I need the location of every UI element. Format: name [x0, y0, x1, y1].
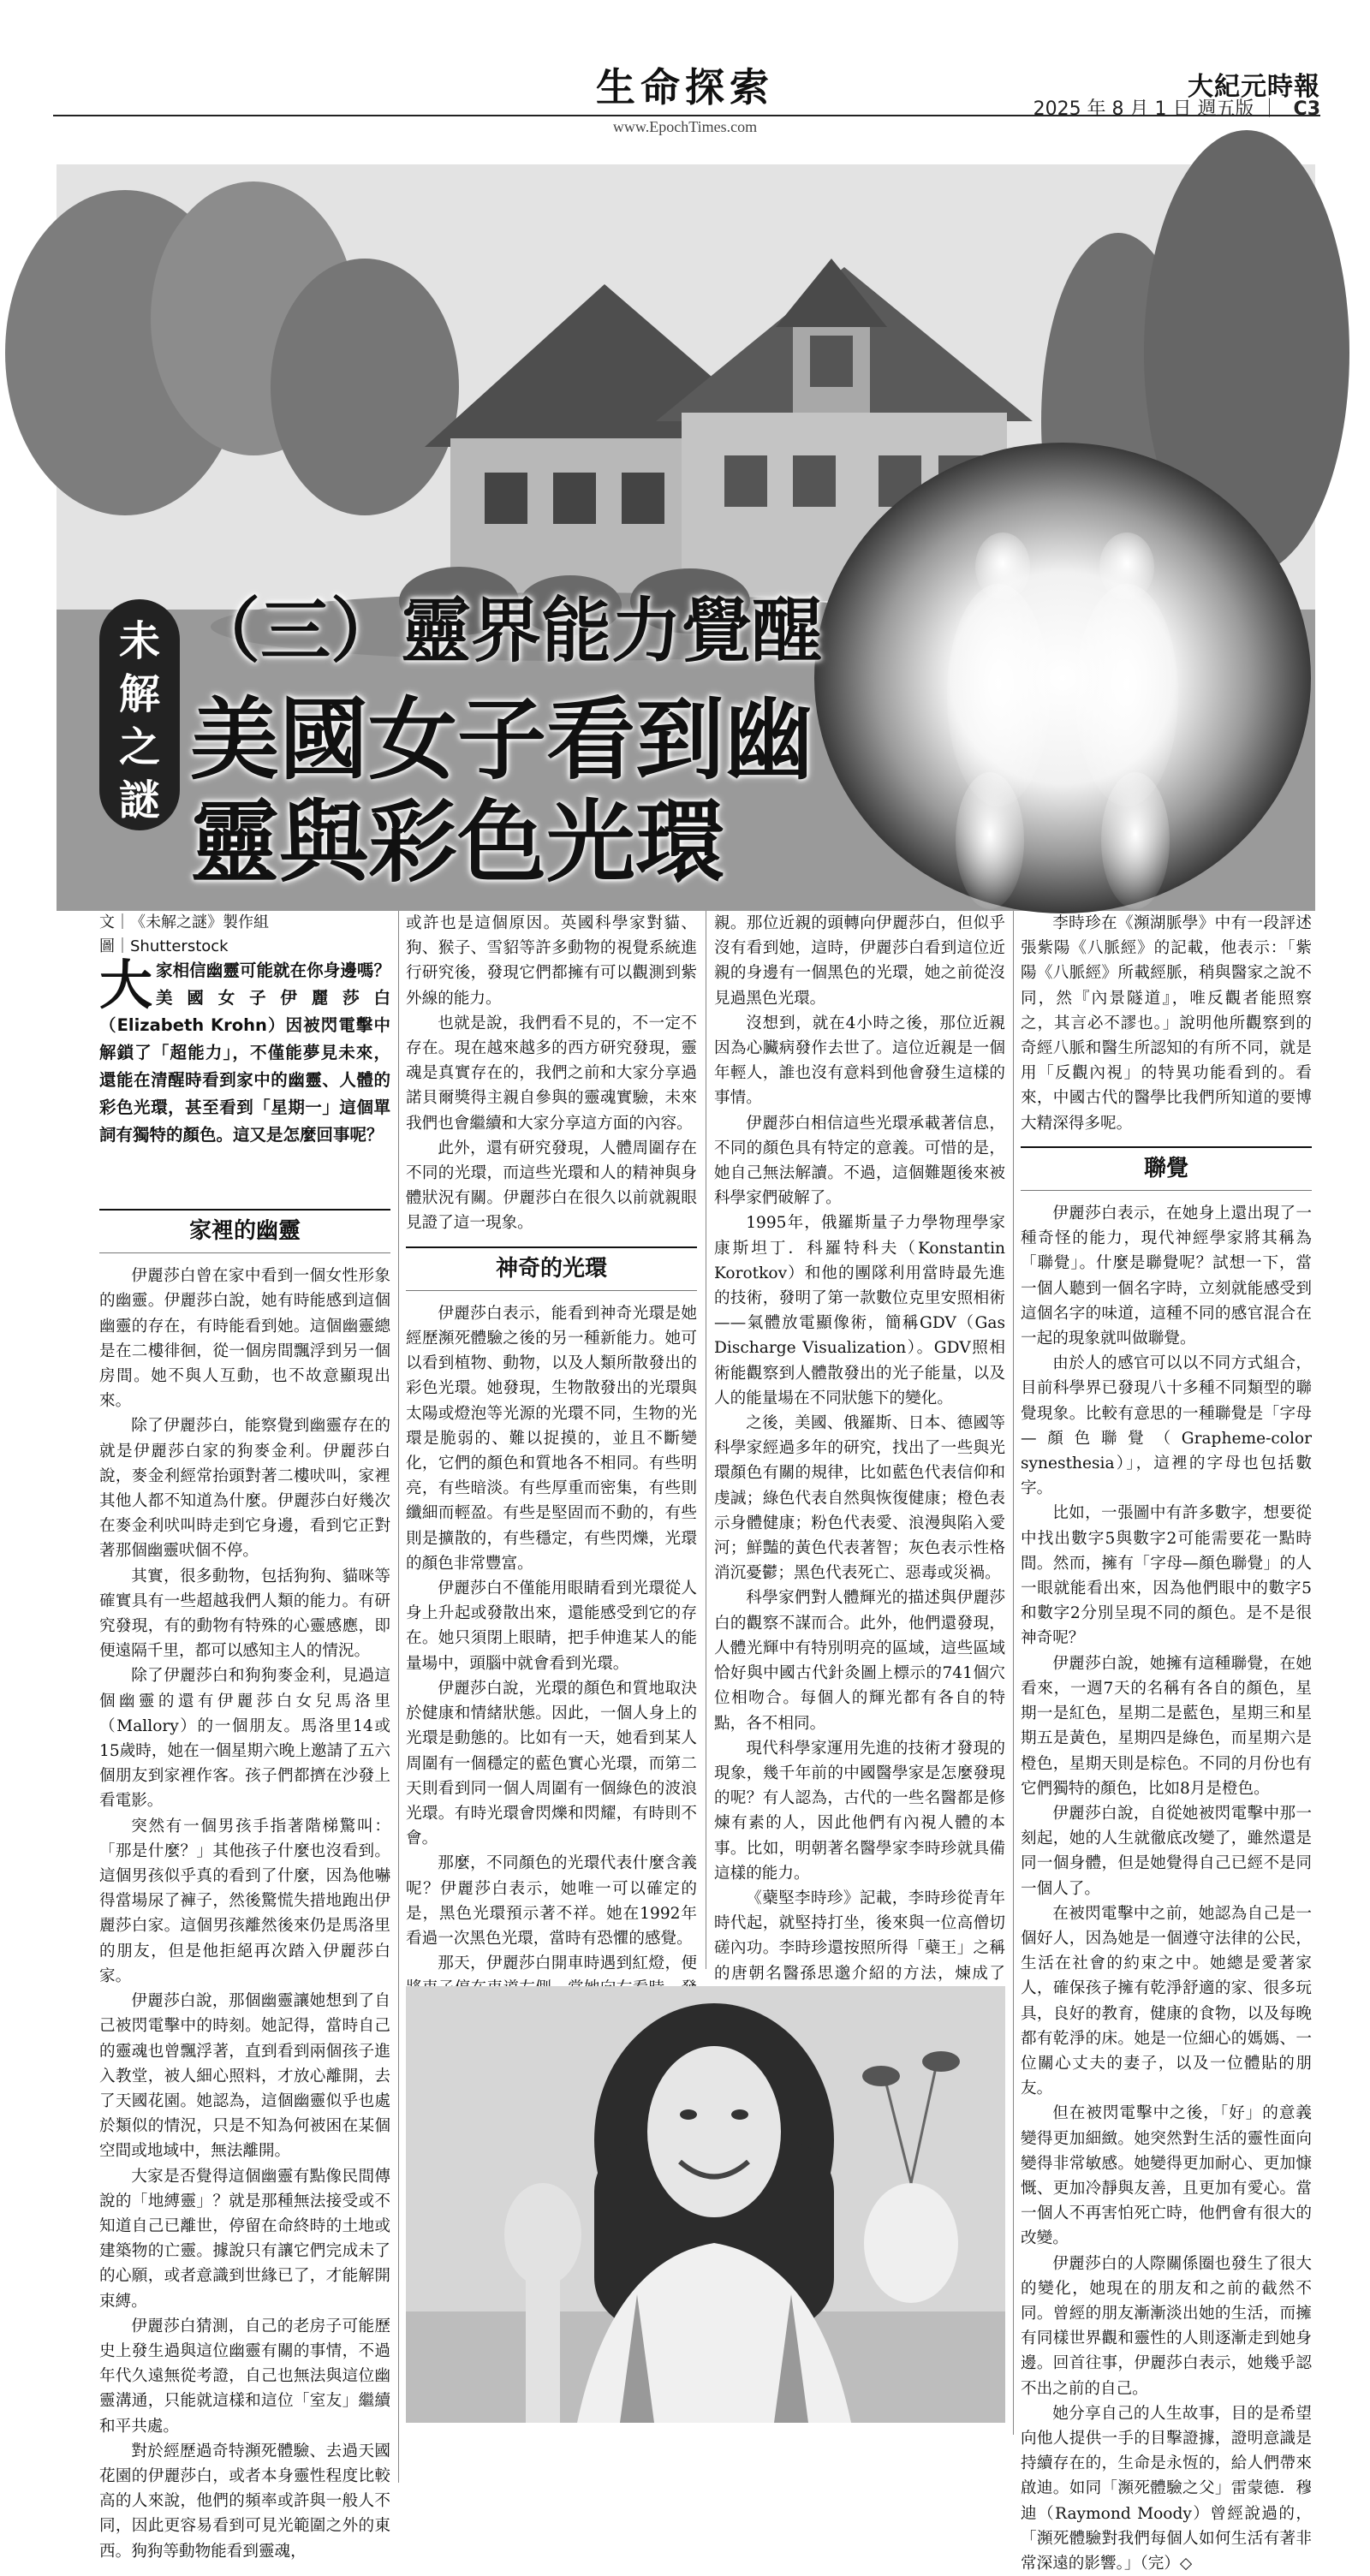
- paragraph: 她分享自己的人生故事，目的是希望向他人提供一手的目擊證據，證明意識是持續存在的，生命是永恆的，給人們帶來啟迪。如同「瀕死體驗之父」雷蒙德．穆迪（Raymond Moody）曾經說過的，「瀕死體驗對我們每個人如何生活有著非常深遠的影響。」（完）◇: [1021, 2404, 1312, 2573]
- paragraph: 伊麗莎白說，光環的顏色和質地取決於健康和情緒狀態。因此，一個人身上的光環是動態的。比如有一天，她看到某人周圍有一個穩定的藍色實心光環，而第二天則看到同一個人周圍有一個綠色的波浪光環。有時光環會閃爍和閃耀，有時則不會。: [406, 1679, 697, 1848]
- woman-illustration: [406, 1986, 1005, 2423]
- subhead-synesthesia: 聯覺: [1021, 1146, 1312, 1191]
- paragraph: 除了伊麗莎白，能察覺到幽靈存在的就是伊麗莎白家的狗麥金利。伊麗莎白說，麥金利經常抬頭對著二樓吠叫，家裡其他人都不知道為什麼。伊麗莎白好幾次在麥金利吠叫時走到它身邊，看到它正對著那個幽靈吠個不停。: [99, 1417, 390, 1561]
- paragraph: 伊麗莎白猜測，自己的老房子可能歷史上發生過與這位幽靈有關的事情，不過年代久遠無從考證，自己也無法與這位幽靈溝通，只能就這樣和這位「室友」繼續和平共處。: [99, 2317, 390, 2436]
- date-separator: ｜: [1260, 98, 1279, 120]
- paragraph: 李時珍在《瀕湖脈學》中有一段評述張紫陽《八脈經》的記載，他表示：「紫陽《八脈經》所載經脈，稍與醫家之說不同，然『內景隧道』，唯反觀者能照察之，其言必不謬也。」說明他所觀察到的奇經八脈和醫生所認知的有所不同，就是用「反觀內視」的特異功能看到的。看來，中國古代的醫學比我們所知道的要博大精深得多呢。: [1021, 914, 1312, 1133]
- column-d: [1021, 911, 1312, 2576]
- paragraph: 那麼，不同顏色的光環代表什麼含義呢？伊麗莎白表示，她唯一可以確定的是，黑色光環預示著不祥。她在1992年看過一次黑色光環，當時有恐懼的感覺。: [406, 1854, 697, 1948]
- paragraph: 現代科學家運用先進的技術才發現的現象，幾千年前的中國醫學家是怎麼發現的呢？有人認為，古代的一些名醫都是修煉有素的人，因此他們有內視人體的本事。比如，明朝著名醫學家李時珍就具備這樣的能力。: [714, 1739, 1005, 1883]
- column-a: [99, 1199, 390, 2564]
- paragraph: 伊麗莎白表示，在她身上還出現了一種奇怪的能力，現代神經學家將其稱為「聯覺」。什麼是聯覺呢？試想一下，當一個人聽到一個名字時，立刻就能感受到這個名字的味道，這種不同的感官混合在一起的現象就叫做聯覺。: [1021, 1205, 1312, 1348]
- paragraph: 其實，很多動物，包括狗狗、貓咪等確實具有一些超越我們人類的能力。有研究發現，有的動物有特殊的心靈感應，即便遠隔千里，都可以感知主人的情況。: [99, 1567, 390, 1661]
- paragraph: 除了伊麗莎白和狗狗麥金利，見過這個幽靈的還有伊麗莎白女兒馬洛里（Mallory）的一個朋友。馬洛里14或15歲時，她在一個星期六晚上邀請了五六個朋友到家裡作客。孩子們都擠在沙發上看電影。: [99, 1667, 390, 1811]
- headline-line-1: （三）靈界能力覺醒: [190, 591, 823, 672]
- paragraph: 伊麗莎白表示，能看到神奇光環是她經歷瀕死體驗之後的另一種新能力。她可以看到植物、動物，以及人類所散發出的彩色光環。她發現，生物散發出的光環與太陽或燈泡等光源的光環不同，生物的光環是脆弱的、難以捉摸的，並且不斷變化，它們的顏色和質地各不相同。有些明亮，有些暗淡。有些厚重而密集，有些則纖細而輕盈。有些是堅固而不動的，有些則是擴散的，有些穩定，有些閃爍，光環的顏色非常豐富。: [406, 1304, 697, 1573]
- paragraph: 伊麗莎白曾在家中看到一個女性形象的幽靈。伊麗莎白說，她有時能感到這個幽靈的存在，有時能看到她。這個幽靈總是在二樓徘徊，從一個房間飄浮到另一個房間。她不與人互動，也不故意顯現出來。: [99, 1267, 390, 1411]
- paragraph: 伊麗莎白說，那個幽靈讓她想到了自己被閃電擊中的時刻。她記得，當時自己的靈魂也曾飄浮著，直到看到兩個孩子進入教堂，被人細心照料，才放心離開，去了天國花園。她認為，這個幽靈似乎也處於類似的情況，只是不知為何被困在某個空間或地域中，無法離開。: [99, 1992, 390, 2161]
- site-url[interactable]: www.EpochTimes.com: [612, 118, 758, 135]
- paragraph: 伊麗莎白的人際關係圈也發生了很大的變化，她現在的朋友和之前的截然不同。曾經的朋友漸漸淡出她的生活，而擁有同樣世界觀和靈性的人則逐漸走到她身邊。回首往事，伊麗莎白表示，她幾乎認不出之前的自己。: [1021, 2254, 1312, 2398]
- series-badge: [99, 599, 180, 830]
- paragraph: 那天，伊麗莎白開車時遇到紅燈，便: [438, 1954, 697, 1973]
- subhead-aura: 神奇的光環: [406, 1246, 697, 1291]
- column-divider: [398, 911, 399, 2483]
- series-char: 謎: [118, 776, 160, 824]
- series-char: 未: [118, 617, 160, 665]
- series-char: 之: [118, 723, 160, 771]
- image-credit: 圖｜Shutterstock: [99, 937, 229, 955]
- paragraph: 伊麗莎白說，她擁有這種聯覺，在她看來，一週7天的名稱有各自的顏色，星期一是紅色，星期二是藍色，星期三和星期五是黃色，星期四是綠色，而星期六是橙色，星期天則是棕色。不同的月份也有它們獨特的顏色，比如8月是橙色。: [1021, 1654, 1312, 1798]
- headline-line-3: 靈與彩色光環: [190, 790, 725, 895]
- paragraph: 之後，美國、俄羅斯、日本、德國等科學家經過多年的研究，找出了一些與光環顏色有關的規律，比如藍色代表信仰和虔誠；綠色代表自然與恢復健康；橙色表示身體健康；粉色代表愛、浪漫與陷入愛河；鮮豔的黃色代表著智；灰色表示性格消沉憂鬱；黑色代表死亡、惡毒或災禍。: [714, 1414, 1005, 1583]
- paragraph: 但在被閃電擊中之後，「好」的意義變得更加細緻。她突然對生活的靈性面向變得非常敏感。她變得更加耐心、更加慷慨、更加冷靜與友善，且更加有愛心。當一個人不再害怕死亡時，他們會有很大的改變。: [1021, 2104, 1312, 2248]
- paragraph: 《蘗堅李時珍》記載，李時珍從青年時代起，就堅持打坐，後來與一位高僧切磋內功。李時珍還按照所得「蘗王」之稱的唐朝名醫孫思邈介紹的方法，煉成了: [714, 1889, 1005, 1983]
- paragraph: 也就是說，我們看不見的，不一定不存在。現在越來越多的西方研究發現，靈魂是真實存在的，我們之前和大家分享過諾貝爾獎得主親自參與的靈魂實驗，未來我們也會繼續和大家分享這方面的內容。: [406, 1014, 697, 1133]
- column-b: [406, 911, 697, 2026]
- lead-paragraph: [99, 954, 390, 1149]
- paragraph: 1995年，俄羅斯量子力學物理學家康斯坦丁．科羅特科夫（Konstantin Korotkov）和他的團隊利用當時最先進的技術，發明了第一款數位克里安照相術——氣體放電顯像術，簡稱GDV（Gas Discharge Visualization）。GDV照相術能觀察到人體散發出的光子能量，以及人的能量場在不同狀態下的變化。: [714, 1214, 1005, 1407]
- column-c: [714, 911, 1005, 2061]
- newspaper-logo: 大紀元時報: [1188, 72, 1320, 102]
- lead-text: 家相信幽靈可能就在你身邊嗎？美國女子伊麗莎白（Elizabeth Krohn）因被閃電擊中解鎖了「超能力」，不僅能夢見未來，還能在清醒時看到家中的幽靈、人體的彩色光環，甚至看到「星期一」這個單詞有獨特的顏色。這又是怎麼回事呢？: [99, 961, 390, 1145]
- paragraph: 沒想到，就在4小時之後，那位近親因為心臟病發作去世了。這位近親是一個年輕人，誰也沒有意料到他會發生這樣的事情。: [714, 1014, 1005, 1108]
- author-credit: 文｜《未解之謎》製作組: [99, 913, 269, 931]
- paragraph: 科學家們對人體輝光的描述與伊麗莎白的觀察不謀而合。此外，他們還發現，人體光輝中有特別明亮的區域，這些區域恰好與中國古代針灸圖上標示的741個穴位相吻合。每個人的輝光都有各自的特點，各不相同。: [714, 1589, 1005, 1733]
- issue-date: 2025 年 8 月 1 日 週五版: [1033, 98, 1254, 120]
- paragraph: 大家是否覺得這個幽靈有點像民間傳說的「地縛靈」？就是那種無法接受或不知道自己已離世，停留在命終時的土地或建築物的亡靈。據說只有讓它們完成未了的心願，或者意識到世緣已了，才能解開束縛。: [99, 2167, 390, 2311]
- paragraph: 伊麗莎白說，自從她被閃電擊中那一刻起，她的人生就徹底改變了，雖然還是同一個身體，但是她覺得自己已經不是同一個人了。: [1021, 1804, 1312, 1898]
- paragraph: 親。那位近親的頭轉向伊麗莎白，但似乎沒有看到她，這時，伊麗莎白看到這位近親的身邊有一個黑色的光環，她之前從沒見過黑色光環。: [714, 914, 1005, 1008]
- series-char: 解: [118, 670, 160, 718]
- paragraph: 突然有一個男孩手指著階梯驚叫：「那是什麼？」其他孩子什麼也沒看到。這個男孩似乎真的看到了什麼，因為他嚇得當場尿了褲子，然後驚慌失措地跑出伊麗莎白家。這個男孩離然後來仍是馬洛里的朋友，但是他拒絕再次踏入伊麗莎白家。: [99, 1817, 390, 1985]
- paragraph: 或許也是這個原因。英國科學家對貓、狗、猴子、雪貂等許多動物的視覺系統進行研究後，發現它們都擁有可以觀測到紫外線的能力。: [406, 914, 697, 1008]
- subhead-ghost: 家裡的幽靈: [99, 1209, 390, 1253]
- paragraph: 伊麗莎白相信這些光環承載著信息，不同的顏色具有特定的意義。可惜的是，她自己無法解讀。不過，這個難題後來被科學家們破解了。: [714, 1114, 1005, 1208]
- headline-line-2: 美國女子看到幽: [190, 687, 814, 792]
- paragraph: 由於人的感官可以以不同方式組合，目前科學界已發現八十多種不同類型的聯覺現象。比較有意思的一種聯覺是「字母—顏色聯覺（Grapheme-color synesthesia）」，這裡的字母也包括數字。: [1021, 1354, 1312, 1498]
- woman-photo: [406, 1986, 1005, 2423]
- section-title: 生命探索: [596, 64, 774, 110]
- paragraph: 此外，還有研究發現，人體周圍存在不同的光環，而這些光環和人的精神與身體狀況有關。伊麗莎白在很久以前就親眼見證了這一現象。: [406, 1139, 697, 1233]
- page-number: C3: [1293, 98, 1320, 120]
- page-header: [0, 0, 1370, 137]
- paragraph: 在被閃電擊中之前，她認為自己是一個好人，因為她是一個遵守法律的公民，生活在社會的約束之中。她總是愛著家人，確保孩子擁有乾淨舒適的家、很多玩具，良好的教育，健康的食物，以及每晚都有乾淨的床。她是一位細心的媽媽、一位關心丈夫的妻子，以及一位體貼的朋友。: [1021, 1904, 1312, 2098]
- date-line: [1033, 94, 1320, 121]
- paragraph: 對於經歷過奇特瀕死體驗、去過天國花園的伊麗莎白，或者本身靈性程度比較高的人來說，他們的頻率或許與一般人不同，因此更容易看到可見光範圍之外的東西。狗狗等動物能看到靈魂，: [99, 2442, 390, 2561]
- paragraph: 伊麗莎白不僅能用眼睛看到光環從人身上升起或發散出來，還能感受到它的存在。她只須閉上眼睛，把手伸進某人的能量場中，頭腦中就會看到光環。: [406, 1580, 697, 1673]
- drop-cap: 大: [99, 954, 153, 1016]
- paragraph: 比如，一張圖中有許多數字，想要從中找出數字5與數字2可能需要花一點時間。然而，擁有「字母—顏色聯覺」的人一眼就能看出來，因為他們眼中的數字5和數字2分別呈現不同的顏色。是不是很神奇呢？: [1021, 1504, 1312, 1648]
- column-divider: [1013, 911, 1014, 2435]
